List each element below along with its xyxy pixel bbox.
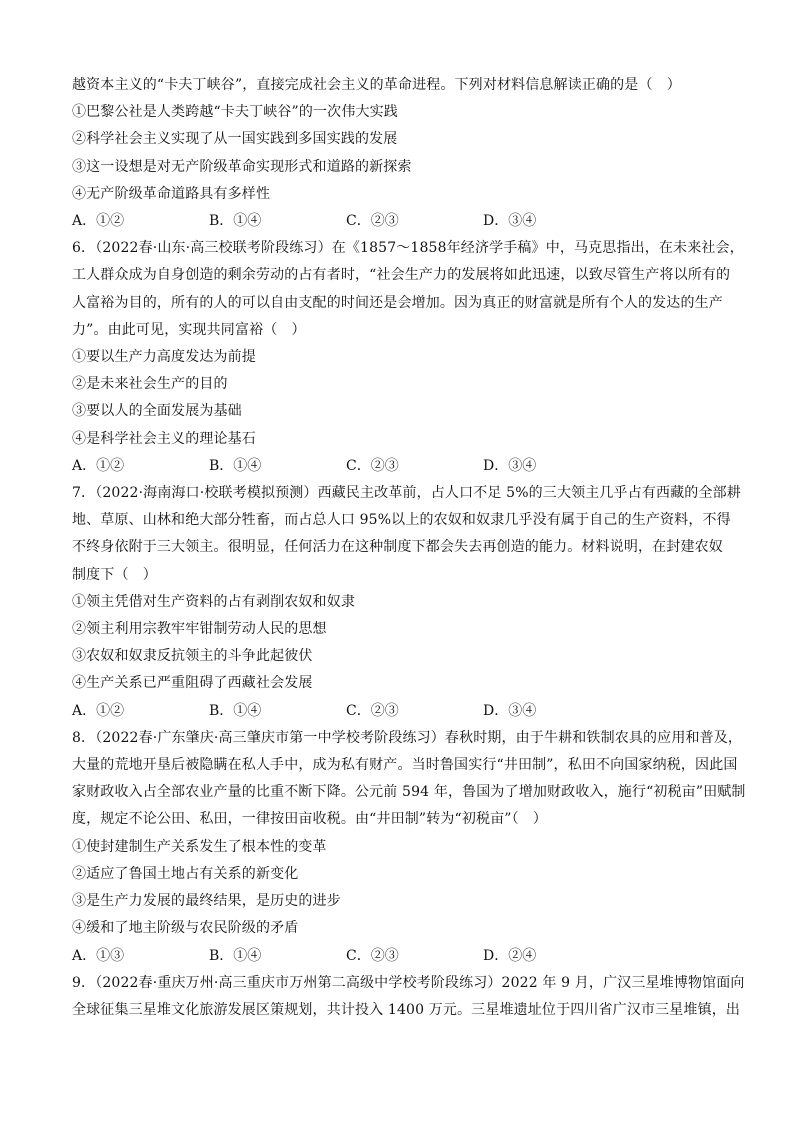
- question-7-statement-1: ①领主凭借对生产资料的占有剥削农奴和奴隶: [72, 593, 355, 610]
- question-5: [72, 72, 722, 235]
- question-5-choice-d[interactable]: D．③④: [483, 213, 537, 230]
- question-5-choices: [72, 208, 722, 235]
- question-8-choices: [72, 943, 722, 970]
- question-7-choice-a[interactable]: A．①②: [72, 702, 125, 719]
- question-8-choice-a[interactable]: A．①③: [72, 947, 125, 964]
- question-7-stem-line: 7．（2022·海南海口·校联考模拟预测）西藏民主改革前，占人口不足 5%的三大领主几乎占有西藏的全部耕: [72, 485, 741, 502]
- question-7-choice-d[interactable]: D．③④: [483, 702, 537, 719]
- question-5-statement-1: ①巴黎公社是人类跨越“卡夫丁峡谷”的一次伟大实践: [72, 104, 398, 121]
- question-6-stem-line: 工人群众成为自身创造的剩余劳动的占有者时，“社会生产力的发展将如此迅速，以致尽管生产将以所有的: [72, 267, 731, 284]
- question-9-stem-line: 9．（2022春·重庆万州·高三重庆市万州第二高级中学校考阶段练习）2022 年 9 月，广汉三星堆博物馆面向: [72, 974, 745, 991]
- question-5-statement-3: ③这一设想是对无产阶级革命实现形式和道路的新探索: [72, 158, 412, 175]
- question-7-stem-line: 制度下（ ）: [72, 566, 157, 583]
- question-7-statement-4: ④生产关系已严重阻碍了西藏社会发展: [72, 675, 313, 692]
- question-7-statement-2: ②领主利用宗教牢牢钳制劳动人民的思想: [72, 621, 327, 638]
- question-6: [72, 235, 744, 480]
- question-5-statement-2: ②科学社会主义实现了从一国实践到多国实践的发展: [72, 131, 398, 148]
- question-8: [72, 725, 746, 970]
- question-8-statement-4: ④缓和了地主阶级与农民阶级的矛盾: [72, 920, 299, 937]
- question-8-statement-1: ①使封建制生产关系发生了根本性的变革: [72, 838, 327, 855]
- question-5-choice-c[interactable]: C．②③: [346, 213, 399, 230]
- question-8-stem-line: 家财政收入占全部农业产量的比重不断下降。公元前 594 年，鲁国为了增加财政收入，施行“初税亩”田赋制: [72, 784, 746, 801]
- exam-page: [72, 72, 746, 1024]
- question-8-statement-2: ②适应了鲁国土地占有关系的新变化: [72, 865, 299, 882]
- question-6-statement-4: ④是科学社会主义的理论基石: [72, 430, 256, 447]
- question-6-stem-line: 力”。由此可见，实现共同富裕（ ）: [72, 321, 306, 338]
- question-8-choice-d[interactable]: D．②④: [483, 947, 537, 964]
- question-8-choice-b[interactable]: B．①④: [209, 947, 262, 964]
- question-7-choice-c[interactable]: C．②③: [346, 702, 399, 719]
- question-8-statement-3: ③是生产力发展的最终结果，是历史的进步: [72, 893, 341, 910]
- question-7-choices: [72, 698, 722, 725]
- question-6-statement-3: ③要以人的全面发展为基础: [72, 403, 242, 420]
- question-5-statement-4: ④无产阶级革命道路具有多样性: [72, 185, 271, 202]
- question-7-stem-line: 地、草原、山林和绝大部分牲畜，而占总人口 95%以上的农奴和奴隶几乎没有属于自己的生产资料，不得: [72, 512, 731, 529]
- question-7-statement-3: ③农奴和奴隶反抗领主的斗争此起彼伏: [72, 648, 313, 665]
- question-8-stem-line: 8．（2022春·广东肇庆·高三肇庆市第一中学校考阶段练习）春秋时期，由于牛耕和铁制农具的应用和普及，: [72, 729, 743, 746]
- question-5-choice-a[interactable]: A．①②: [72, 213, 125, 230]
- question-6-choice-c[interactable]: C．②③: [346, 457, 399, 474]
- question-6-choice-a[interactable]: A．①②: [72, 457, 125, 474]
- question-6-statement-1: ①要以生产力高度发达为前提: [72, 349, 256, 366]
- question-9: [72, 970, 745, 1024]
- question-8-choice-c[interactable]: C．②③: [346, 947, 399, 964]
- question-6-choice-b[interactable]: B．①④: [209, 457, 262, 474]
- question-6-stem-line: 6．（2022春·山东·高三校联考阶段练习）在《1857～1858年经济学手稿》中，马克思指出，在未来社会，: [72, 240, 744, 257]
- question-9-stem-line: 全球征集三星堆文化旅游发展区策规划，共计投入 1400 万元。三星堆遗址位于四川省广汉市三星堆镇，出: [72, 1001, 741, 1018]
- question-8-stem-line: 度，规定不论公田、私田，一律按田亩收税。由“井田制”转为“初税亩”（ ）: [72, 811, 548, 828]
- question-5-stem-line: 越资本主义的“卡夫丁峡谷”，直接完成社会主义的革命进程。下列对材料信息解读正确的是（ ）: [72, 77, 681, 93]
- question-8-stem-line: 大量的荒地开垦后被隐瞒在私人手中，成为私有财产。当时鲁国实行“井田制”，私田不向国家纳税，因此国: [72, 757, 738, 774]
- question-7: [72, 480, 741, 725]
- question-7-choice-b[interactable]: B．①④: [209, 702, 262, 719]
- question-6-stem-line: 人富裕为目的，所有的人的可以自由支配的时间还是会增加。因为真正的财富就是所有个人的发达的生产: [72, 294, 723, 311]
- question-6-statement-2: ②是未来社会生产的目的: [72, 376, 228, 393]
- question-7-stem-line: 不终身依附于三大领主。很明显，任何活力在这种制度下都会失去再创造的能力。材料说明，在封建农奴: [72, 539, 723, 556]
- question-6-choice-d[interactable]: D．③④: [483, 457, 537, 474]
- question-5-choice-b[interactable]: B．①④: [209, 213, 262, 230]
- question-6-choices: [72, 453, 722, 480]
